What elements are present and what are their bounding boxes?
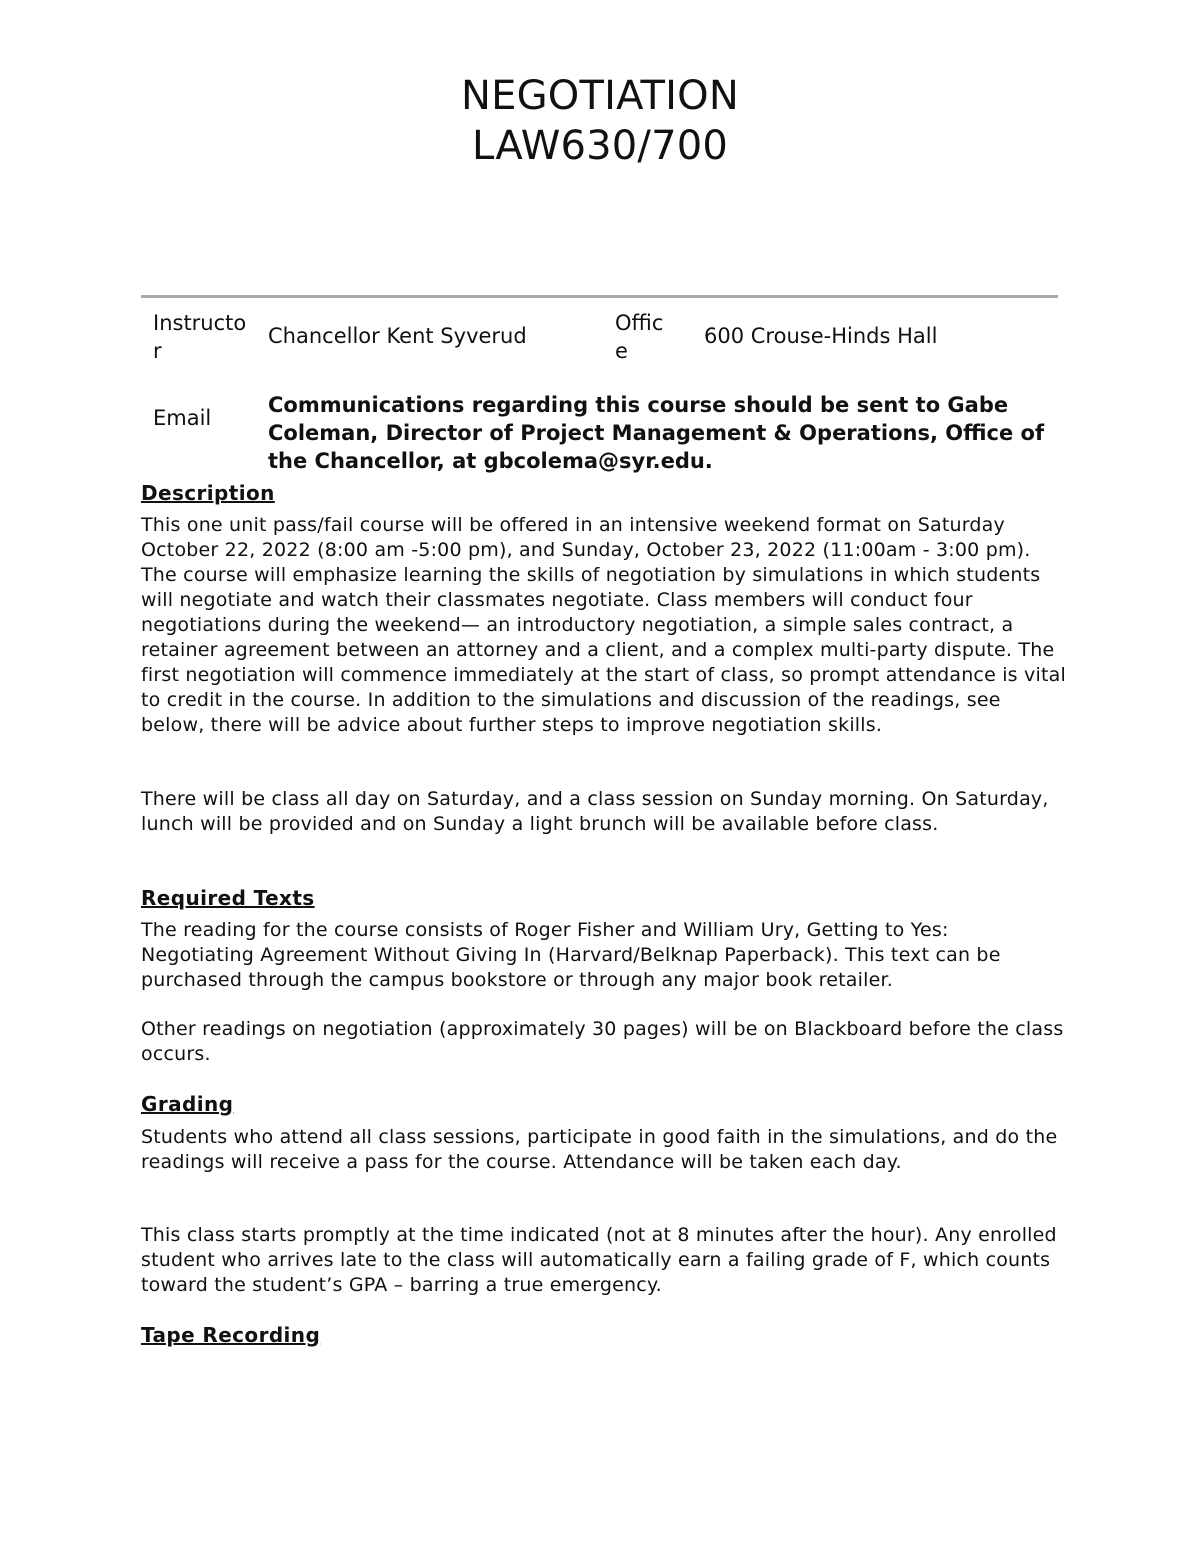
email-contact-info: Communications regarding this course should be sent to Gabe Coleman, Director of Project Management & Operations, Office of the Chancellor, at gbcolema@syr.edu. bbox=[268, 393, 1045, 473]
required-texts-heading: Required Texts bbox=[141, 886, 315, 910]
description-paragraph-1: This one unit pass/fail course will be offered in an intensive weekend format on Saturday October 22, 2022 (8:00 am -5:00 pm), and Sunday, October 23, 2022 (11:00am - 3:00 pm). The course will emphasize learning the skills of negotiation by simulations in which students will negotiate and watch their classmates negotiate. Class members will conduct four negotiations during the weekend— an introductory negotiation, a simple sales contract, a retainer agreement between an attorney and a client, and a complex multi-party dispute. The first negotiation will commence immediately at the start of class, so prompt attendance is vital to credit in the course. In addition to the simulations and discussion of the readings, see below, there will be advice about further steps to improve negotiation skills. bbox=[141, 514, 1066, 736]
grading-heading: Grading bbox=[141, 1092, 234, 1116]
office-location: 600 Crouse-Hinds Hall bbox=[704, 324, 938, 348]
course-code: LAW630/700 bbox=[471, 123, 729, 169]
description-heading: Description bbox=[141, 481, 275, 505]
table-top-rule bbox=[141, 295, 1058, 298]
tape-recording-heading: Tape Recording bbox=[141, 1323, 321, 1347]
instructor-label: Instructor bbox=[153, 311, 247, 363]
required-texts-paragraph-1: The reading for the course consists of Roger Fisher and William Ury, Getting to Yes: Negotiating Agreement Without Giving In (Harvard/Belknap Paperback). This text can be purchased through the campus bookstore or through any major book retailer. bbox=[141, 919, 1001, 991]
grading-paragraph-1: Students who attend all class sessions, participate in good faith in the simulations, and do the readings will receive a pass for the course. Attendance will be taken each day. bbox=[141, 1126, 1058, 1173]
required-texts-paragraph-2: Other readings on negotiation (approximately 30 pages) will be on Blackboard before the class occurs. bbox=[141, 1018, 1064, 1065]
instructor-name: Chancellor Kent Syverud bbox=[268, 324, 527, 348]
grading-paragraph-2: This class starts promptly at the time indicated (not at 8 minutes after the hour). Any enrolled student who arrives late to the class will automatically earn a failing grade of F, which counts toward the student’s GPA – barring a true emergency. bbox=[141, 1224, 1057, 1296]
course-title: NEGOTIATION bbox=[460, 73, 739, 119]
office-label: Office bbox=[615, 311, 664, 363]
email-label: Email bbox=[153, 406, 212, 430]
description-paragraph-2: There will be class all day on Saturday, and a class session on Sunday morning. On Saturday, lunch will be provided and on Sunday a light brunch will be available before class. bbox=[141, 788, 1049, 835]
